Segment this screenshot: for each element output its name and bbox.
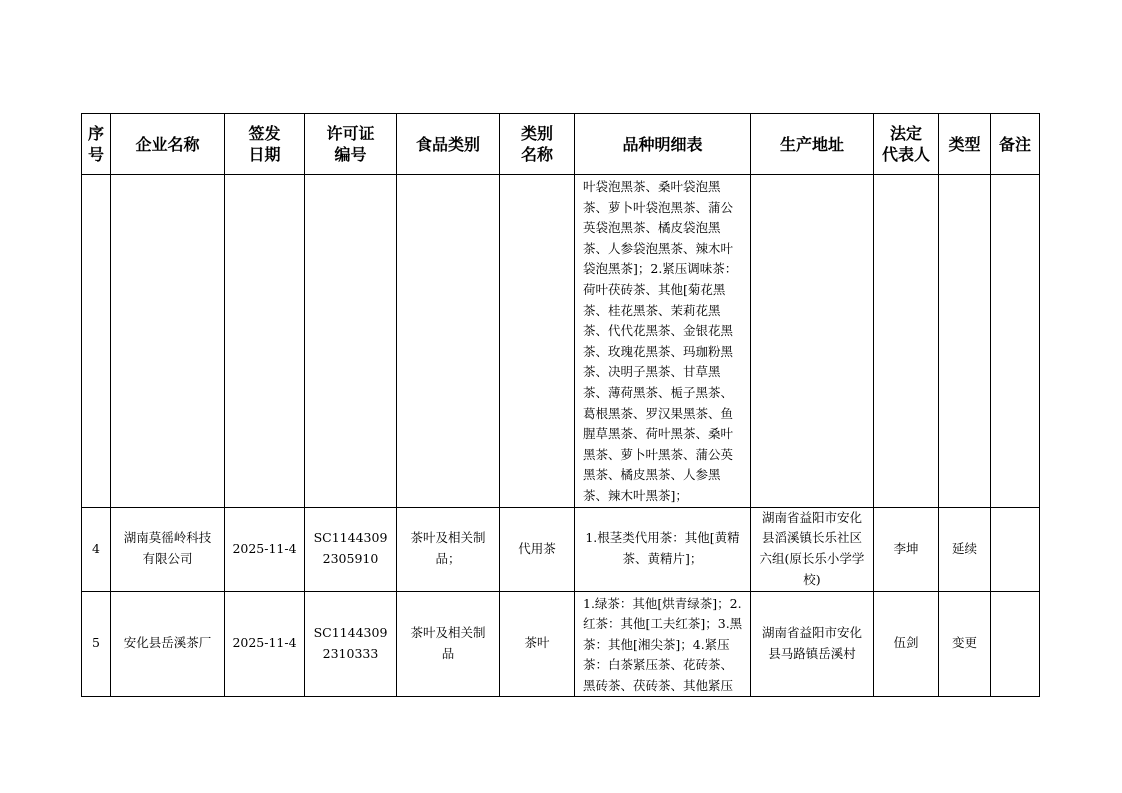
cell-address xyxy=(751,175,874,508)
cell-variety: 1.根茎类代用茶：其他[黄精茶、黄精片]； xyxy=(575,507,751,591)
table-header-row xyxy=(82,114,1040,175)
header-address: 生产地址 xyxy=(751,114,874,175)
cell-seq xyxy=(82,175,111,508)
table-row xyxy=(82,591,1040,696)
table-row xyxy=(82,507,1040,591)
cell-legal-rep: 李坤 xyxy=(874,507,939,591)
table-row xyxy=(82,175,1040,508)
cell-type: 变更 xyxy=(939,591,991,696)
header-license: 许可证 编号 xyxy=(305,114,397,175)
cell-address: 湖南省益阳市安化县马路镇岳溪村 xyxy=(751,591,874,696)
cell-category-name: 代用茶 xyxy=(500,507,575,591)
cell-remark xyxy=(991,507,1040,591)
cell-company xyxy=(111,175,225,508)
header-category-name: 类别 名称 xyxy=(500,114,575,175)
cell-company: 安化县岳溪茶厂 xyxy=(111,591,225,696)
cell-license: SC11443092310333 xyxy=(305,591,397,696)
cell-variety: 叶袋泡黑茶、桑叶袋泡黑茶、萝卜叶袋泡黑茶、蒲公英袋泡黑茶、橘皮袋泡黑茶、人参袋泡黑茶、辣木叶袋泡黑茶]；2.紧压调味茶：荷叶茯砖茶、其他[菊花黑茶、桂花黑茶、茉莉花黑茶、代代花黑茶、金银花黑茶、玫瑰花黑茶、玛珈粉黑茶、决明子黑茶、甘草黑茶、薄荷黑茶、栀子黑茶、葛根黑茶、罗汉果黑茶、鱼腥草黑茶、荷叶黑茶、桑叶黑茶、萝卜叶黑茶、蒲公英黑茶、橘皮黑茶、人参黑茶、辣木叶黑茶]； xyxy=(575,175,751,508)
license-table xyxy=(81,113,1040,697)
variety-clip xyxy=(583,594,743,696)
cell-food-category xyxy=(397,175,500,508)
cell-date: 2025-11-4 xyxy=(225,591,305,696)
header-company: 企业名称 xyxy=(111,114,225,175)
cell-category-name xyxy=(500,175,575,508)
header-date: 签发 日期 xyxy=(225,114,305,175)
header-type: 类型 xyxy=(939,114,991,175)
cell-date: 2025-11-4 xyxy=(225,507,305,591)
cell-address: 湖南省益阳市安化县滔溪镇长乐社区六组(原长乐小学学校) xyxy=(751,507,874,591)
header-remark: 备注 xyxy=(991,114,1040,175)
cell-type: 延续 xyxy=(939,507,991,591)
cell-seq: 5 xyxy=(82,591,111,696)
cell-legal-rep xyxy=(874,175,939,508)
cell-date xyxy=(225,175,305,508)
header-seq: 序 号 xyxy=(82,114,111,175)
header-variety: 品种明细表 xyxy=(575,114,751,175)
cell-food-category: 茶叶及相关制品 xyxy=(397,591,500,696)
cell-license: SC11443092305910 xyxy=(305,507,397,591)
cell-category-name: 茶叶 xyxy=(500,591,575,696)
variety-text: 1.绿茶：其他[烘青绿茶]；2.红茶：其他[工夫红茶]；3.黑茶：其他[湘尖茶]；4.紧压茶：白茶紧压茶、花砖茶、黑砖茶、茯砖茶、其他紧压 xyxy=(583,595,743,693)
cell-remark xyxy=(991,175,1040,508)
cell-license xyxy=(305,175,397,508)
header-legal-rep: 法定 代表人 xyxy=(874,114,939,175)
cell-food-category: 茶叶及相关制品； xyxy=(397,507,500,591)
cell-company: 湖南莫徭岭科技有限公司 xyxy=(111,507,225,591)
cell-type xyxy=(939,175,991,508)
cell-legal-rep: 伍剑 xyxy=(874,591,939,696)
cell-remark xyxy=(991,591,1040,696)
header-food-category: 食品类别 xyxy=(397,114,500,175)
cell-seq: 4 xyxy=(82,507,111,591)
cell-variety xyxy=(575,591,751,696)
